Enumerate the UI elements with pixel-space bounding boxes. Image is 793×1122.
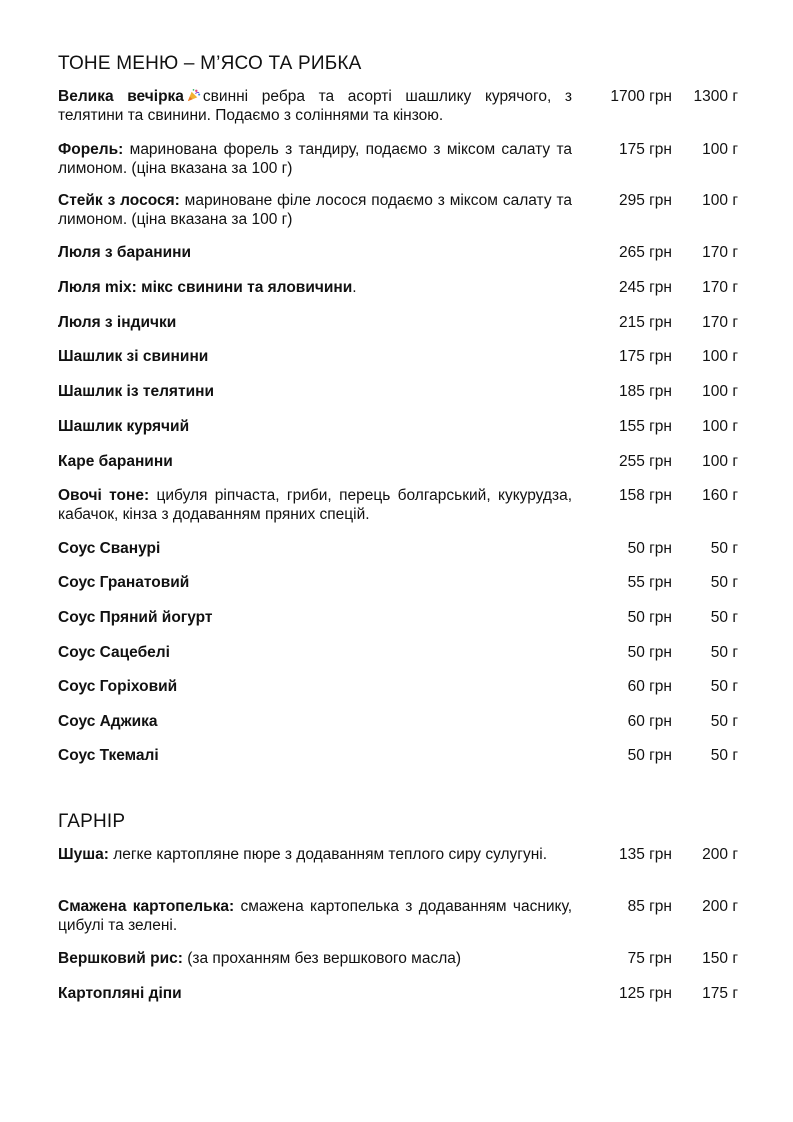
item-name: Соус Горіховий xyxy=(58,678,178,695)
item-name: Каре баранини xyxy=(58,453,173,470)
item-description xyxy=(58,845,572,864)
item-description xyxy=(58,643,572,662)
item-price: 60 грн xyxy=(627,713,672,730)
item-name: Соус Сацебелі xyxy=(58,644,170,661)
item-desc-text: (за проханням без вершкового масла) xyxy=(187,950,462,967)
item-desc-text: . xyxy=(352,279,357,296)
item-name: Соус Сванурі xyxy=(58,540,161,557)
item-desc-text: мариноване філе лосося подаємо з міксом салату та лимоном. (ціна вказана за 100 г) xyxy=(58,192,572,228)
item-price: 255 грн xyxy=(618,453,672,470)
item-name: Соус Гранатовий xyxy=(58,574,190,591)
item-weight: 170 г xyxy=(702,279,738,296)
item-price: 50 грн xyxy=(627,540,672,557)
item-name: Стейк з лосося: xyxy=(58,192,180,209)
item-name: Вершковий рис: xyxy=(58,950,183,967)
party-popper-icon xyxy=(186,88,201,103)
item-name: Велика вечірка xyxy=(58,88,184,105)
item-name: Люля з баранини xyxy=(58,244,191,261)
item-price: 75 грн xyxy=(627,950,672,967)
item-price: 1700 грн xyxy=(610,88,672,105)
item-weight: 50 г xyxy=(710,747,738,764)
item-description xyxy=(58,984,572,1003)
item-name: Соус Аджика xyxy=(58,713,158,730)
item-weight: 170 г xyxy=(702,314,738,331)
item-name: Соус Ткемалі xyxy=(58,747,159,764)
item-description xyxy=(58,382,572,401)
item-price: 125 грн xyxy=(618,985,672,1002)
item-weight: 50 г xyxy=(710,678,738,695)
item-price: 50 грн xyxy=(627,644,672,661)
item-description xyxy=(58,417,572,436)
item-name: Форель: xyxy=(58,141,124,158)
item-description xyxy=(58,87,572,125)
item-description xyxy=(58,746,572,765)
item-description xyxy=(58,191,572,229)
item-weight: 50 г xyxy=(710,713,738,730)
item-description xyxy=(58,573,572,592)
item-desc-text: маринована форель з тандиру, подаємо з міксом салату та лимоном. (ціна вказана за 100 г) xyxy=(58,141,573,177)
item-desc-text: легке картопляне пюре з додаванням теплого сиру сулугуні. xyxy=(113,846,548,863)
item-price: 158 грн xyxy=(618,487,672,504)
item-description xyxy=(58,278,572,297)
section-title-garnish: ГАРНІР xyxy=(58,811,126,832)
item-price: 175 грн xyxy=(618,141,672,158)
item-description xyxy=(58,608,572,627)
item-weight: 175 г xyxy=(702,985,738,1002)
item-description xyxy=(58,949,572,968)
item-price: 50 грн xyxy=(627,609,672,626)
item-weight: 200 г xyxy=(702,846,738,863)
item-weight: 1300 г xyxy=(693,88,738,105)
item-description xyxy=(58,677,572,696)
item-weight: 100 г xyxy=(702,192,738,209)
item-desc-text: цибуля ріпчаста, гриби, перець болгарський, кукурудза, кабачок, кінза з додаванням пряних спецій. xyxy=(58,487,572,523)
item-name: Соус Пряний йогурт xyxy=(58,609,213,626)
item-price: 245 грн xyxy=(618,279,672,296)
item-description xyxy=(58,140,572,178)
item-price: 60 грн xyxy=(627,678,672,695)
item-weight: 160 г xyxy=(702,487,738,504)
item-description xyxy=(58,539,572,558)
item-name: Шашлик курячий xyxy=(58,418,190,435)
item-description xyxy=(58,712,572,731)
item-weight: 50 г xyxy=(710,574,738,591)
item-price: 215 грн xyxy=(618,314,672,331)
item-description xyxy=(58,452,572,471)
item-price: 50 грн xyxy=(627,747,672,764)
item-name: Шашлик зі свинини xyxy=(58,348,209,365)
item-description xyxy=(58,486,572,524)
item-weight: 100 г xyxy=(702,453,738,470)
item-weight: 100 г xyxy=(702,141,738,158)
item-price: 265 грн xyxy=(618,244,672,261)
item-description xyxy=(58,243,572,262)
item-weight: 50 г xyxy=(710,644,738,661)
item-price: 135 грн xyxy=(618,846,672,863)
item-weight: 100 г xyxy=(702,348,738,365)
item-desc-text: свинні ребра та асорті шашлику курячого, з телятини та свинини. Подаємо з соліннями та кінзою. xyxy=(58,88,572,124)
item-name: Люля mix: мікс свинини та яловичини xyxy=(58,279,353,296)
item-price: 295 грн xyxy=(618,192,672,209)
item-weight: 150 г xyxy=(702,950,738,967)
item-name: Овочі тоне: xyxy=(58,487,150,504)
item-description xyxy=(58,897,572,935)
item-weight: 100 г xyxy=(702,418,738,435)
item-price: 155 грн xyxy=(618,418,672,435)
item-weight: 170 г xyxy=(702,244,738,261)
item-name: Шашлик із телятини xyxy=(58,383,214,400)
item-weight: 50 г xyxy=(710,609,738,626)
item-weight: 200 г xyxy=(702,898,738,915)
item-description xyxy=(58,347,572,366)
item-price: 55 грн xyxy=(627,574,672,591)
item-description xyxy=(58,313,572,332)
item-weight: 50 г xyxy=(710,540,738,557)
item-desc-text: смажена картопелька з додаванням часнику, цибулі та зелені. xyxy=(58,898,572,934)
item-price: 85 грн xyxy=(627,898,672,915)
item-name: Картопляні діпи xyxy=(58,985,182,1002)
item-price: 185 грн xyxy=(618,383,672,400)
item-name: Шуша: xyxy=(58,846,109,863)
item-price: 175 грн xyxy=(618,348,672,365)
item-weight: 100 г xyxy=(702,383,738,400)
section-title-meat: ТОНЕ МЕНЮ – М’ЯСО ТА РИБКА xyxy=(58,53,362,74)
item-name: Люля з індички xyxy=(58,314,177,331)
item-name: Смажена картопелька: xyxy=(58,898,235,915)
